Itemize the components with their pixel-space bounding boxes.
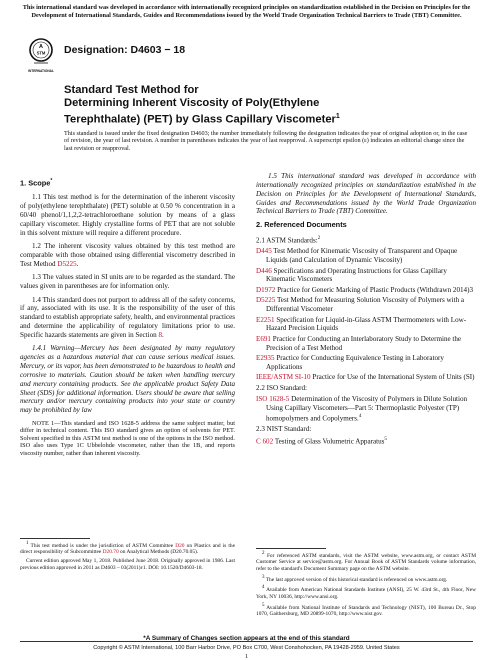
reference-title: Practice for Conducting Equivalence Testing in Laboratory Applications xyxy=(266,354,444,371)
footnote-2: $^2$ For referenced ASTM standards, visit the ASTM website, www.astm.org, or contact ASTM Customer Service at service@astm.org. For Annual Book of ASTM Standards volume information, refer to the standard's Document Summary page on the ASTM website. xyxy=(256,551,476,572)
summary-of-changes-note: *A Summary of Changes section appears at the end of this standard xyxy=(143,635,350,642)
astm-reference-item xyxy=(256,286,476,295)
astm-references-list xyxy=(256,247,476,382)
link-d5225[interactable]: D5225 xyxy=(57,259,77,268)
astm-reference-item xyxy=(256,373,476,382)
iso-standard-subheading: 2.2 ISO Standard: xyxy=(256,384,308,393)
reference-code-link[interactable]: E2251 xyxy=(256,315,275,324)
reference-code-link[interactable]: IEEE/ASTM SI-10 xyxy=(256,373,311,382)
nist-standard-subheading: 2.3 NIST Standard: xyxy=(256,424,312,433)
reference-code-link[interactable]: D1972 xyxy=(256,285,276,294)
reference-title: Practice for Generic Marking of Plastic Products (Withdrawn 2014)3 xyxy=(277,285,474,294)
link-d20[interactable]: D20 xyxy=(175,542,185,549)
reference-title: Practice for Use of the International System of Units (SI) xyxy=(312,373,475,382)
svg-text:STM: STM xyxy=(36,50,46,56)
paragraph-1-2: 1.2 The inherent viscosity values obtained by this test method are comparable with those obtained using differential viscometry described in Test Method D5225. xyxy=(20,242,235,268)
astm-standards-subheading: 2.1 ASTM Standards:$^2$ xyxy=(256,236,321,245)
nist-ref-code[interactable]: C 602 xyxy=(256,437,274,446)
paragraph-1-5: 1.5 This international standard was developed in accordance with internationally recognized principles on standardization established in the Decision on Principles for the Development of International Standards, Guides and Recommendations issued by the World Trade Organization Technical Barriers to Trade (TBT) Committee. xyxy=(256,172,476,216)
scope-heading: 1. Scope* xyxy=(20,178,53,188)
link-d20-70[interactable]: D20.70 xyxy=(102,549,119,556)
reference-code-link[interactable]: E2935 xyxy=(256,354,275,363)
footnote-3: $^3$ The last approved version of this historical standard is referenced on www.astm.org. xyxy=(262,574,448,583)
note-1: NOTE 1—This standard and ISO 1628-5 address the same subject matter, but differ in technical content. This ISO standard gives an option of solvents for PET. Solvent specified in this ASTM test method is one of the options in the ISO method. ISO also uses Type 1C Ubbelohde viscometer, rather than the 1B, and reports viscosity number, rather than inherent viscosity. xyxy=(20,419,235,458)
astm-reference-item xyxy=(256,296,476,314)
reference-code-link[interactable]: E691 xyxy=(256,334,271,343)
reference-title: Specifications and Operating Instructions for Glass Capillary Kinematic Viscometers xyxy=(266,266,447,284)
iso-ref-code[interactable]: ISO 1628-5 xyxy=(256,395,290,404)
left-footnotes xyxy=(20,541,235,574)
footnote-5: $^5$ Available from National Institute of Standards and Technology (NIST), 100 Bureau Dr., Stop 1070, Gaithersburg, MD 20899-1070, http://www.nist.gov. xyxy=(256,602,476,617)
title-line-3: Terephthalate) (PET) by Glass Capillary Viscometer$^1$ xyxy=(64,113,340,126)
right-column xyxy=(256,172,476,448)
astm-reference-item xyxy=(256,247,476,265)
reference-title: Test Method for Kinematic Viscosity of Transparent and Opaque Liquids (and Calculation of Dynamic Viscosity) xyxy=(266,247,458,265)
designation: Designation: D4603 − 18 xyxy=(64,44,186,56)
footnote-1-edition: Current edition approved May 1, 2018. Published June 2018. Originally approved in 1986. Last previous edition approved in 2011 as D4603 – 03(2011)ε1. DOI: 10.1520/D4603-18. xyxy=(20,558,235,571)
referenced-documents-heading: 2. Referenced Documents xyxy=(256,220,347,230)
international-standard-notice: This international standard was developed in accordance with internationally recognized principles on standardization established in the Decision on Principles for the Development of International Standards, Guides and Recommendations issued by the World Trade Organization Technical Barriers to Trade (TBT) Committee. xyxy=(22,4,471,19)
footer-rule xyxy=(20,641,473,642)
reference-code-link[interactable]: D445 xyxy=(256,247,272,256)
right-footnotes xyxy=(256,551,476,620)
iso-reference: ISO 1628-5 Determination of the Viscosity of Polymers in Dilute Solution Using Capillary Viscometers—Part 5: Thermoplastic Polyester (TP) homopolymers and Copolymers.$^4$ xyxy=(256,395,468,423)
standard-issuance-note: This standard is issued under the fixed designation D4603; the number immediately following the designation indicates the year of original adoption or, in the case of revision, the year of last revision. A number in parentheses indicates the year of last reapproval. A superscript epsilon (ε) indicates an editorial change since the last revision or reapproval. xyxy=(64,130,468,152)
left-column xyxy=(20,172,235,462)
page-number: 1 xyxy=(244,653,249,660)
document-title xyxy=(64,84,464,127)
footnote-rule-right xyxy=(256,548,326,549)
reference-title: Test Method for Measuring Solution Viscosity of Polymers with a Differential Viscometer xyxy=(266,296,465,314)
title-line-1: Standard Test Method for xyxy=(64,84,199,96)
copyright-line: Copyright © ASTM International, 100 Barr Harbor Drive, PO Box C700, West Conshohocken, PA 19428-2959. United States xyxy=(93,645,400,651)
title-footnote-ref: 1 xyxy=(335,113,340,120)
title-line-2: Determining Inherent Viscosity of Poly(Ethylene xyxy=(64,97,320,109)
paragraph-1-4: 1.4 This standard does not purport to address all of the safety concerns, if any, associated with its use. It is the responsibility of the user of this standard to establish appropriate safety, health, and environmental practices and determine the applicability of regulatory limitations prior to use. Specific hazards statements are given in Section 8. xyxy=(20,295,235,339)
paragraph-1-3: 1.3 The values stated in SI units are to be regarded as the standard. The values given in parentheses are for information only. xyxy=(20,273,235,291)
footnote-4: $^4$ Available from American National Standards Institute (ANSI), 25 W. 43rd St., 4th Floor, New York, NY 10036, http://www.ansi.org. xyxy=(256,585,476,600)
astm-reference-item xyxy=(256,354,476,372)
astm-reference-item xyxy=(256,316,476,334)
nist-reference: C 602 Testing of Glass Volumetric Apparatus$^5$ xyxy=(256,436,387,446)
reference-title: Specification for Liquid-in-Glass ASTM Thermometers with Low-Hazard Precision Liquids xyxy=(266,315,467,333)
reference-code-link[interactable]: D446 xyxy=(256,266,272,275)
reference-title: Practice for Conducting an Interlaboratory Study to Determine the Precision of a Test Method xyxy=(266,334,462,352)
astm-reference-item xyxy=(256,267,476,285)
reference-code-link[interactable]: D5225 xyxy=(256,296,276,305)
link-section-8[interactable]: 8 xyxy=(158,330,163,339)
footnote-rule-left xyxy=(20,538,90,539)
paragraph-1-4-1-warning: 1.4.1 Warning—Mercury has been designated by many regulatory agencies as a hazardous material that can cause serious medical issues. Mercury, or its vapor, has been demonstrated to be hazardous to health and corrosive to materials. Caution should be taken when handling mercury and mercury containing products. See the applicable product Safety Data Sheet (SDS) for additional information. Users should be aware that selling mercury and/or mercury containing products into your state or country may be prohibited by law xyxy=(20,344,235,415)
astm-reference-item xyxy=(256,335,476,353)
astm-logo xyxy=(26,36,56,78)
svg-text:A: A xyxy=(39,44,43,50)
svg-text:INTERNATIONAL: INTERNATIONAL xyxy=(28,69,54,73)
paragraph-1-1: 1.1 This test method is for the determination of the inherent viscosity of poly(ethylene terephthalate) (PET) soluble at 0.50 % concentration in a 60/40 phenol/1,1,2,2-tetrachloroethane solution by means of a glass capillary viscometer. Highly crystalline forms of PET that are not soluble in this solvent mixture will require a different procedure. xyxy=(20,193,235,237)
footnote-1: $^1$ This test method is under the jurisdiction of ASTM Committee D20 on Plastics and is the direct responsibility of Subcommittee D20.70 on Analytical Methods (D20.70.05). xyxy=(20,541,235,556)
